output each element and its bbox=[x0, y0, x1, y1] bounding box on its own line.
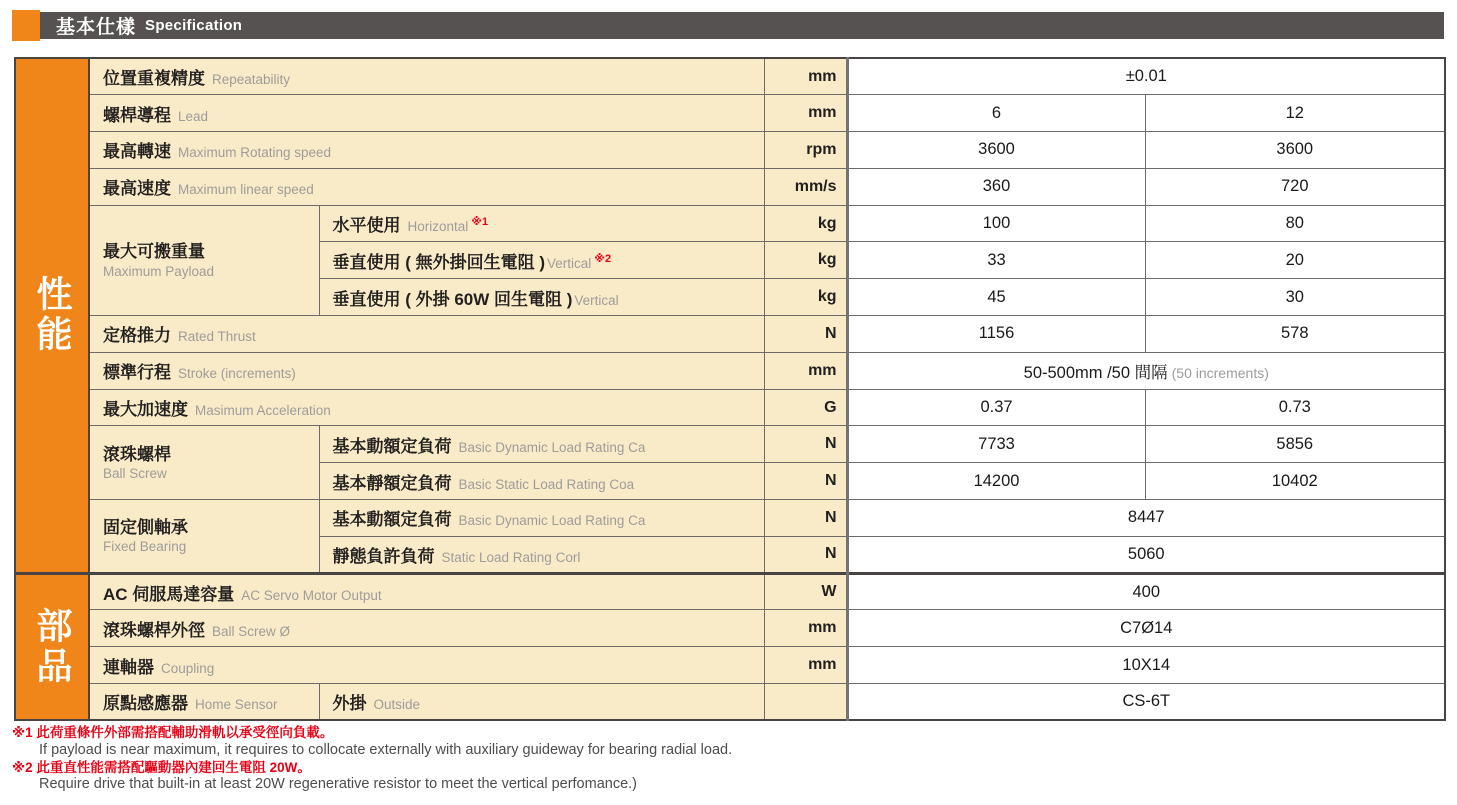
label-zh: 滾珠螺桿外徑 bbox=[103, 620, 205, 640]
unit-cell: kg bbox=[764, 242, 847, 279]
unit-cell: N bbox=[764, 500, 847, 537]
label-en: Vertical bbox=[547, 255, 592, 271]
value-cell-lead6: 6 bbox=[847, 95, 1145, 132]
label-en: Coupling bbox=[161, 660, 215, 676]
row-sublabel bbox=[319, 536, 764, 573]
row-label bbox=[89, 58, 764, 95]
label-zh: 連軸器 bbox=[103, 657, 154, 677]
table-row bbox=[15, 500, 1445, 537]
label-en: Maximum Payload bbox=[103, 263, 215, 279]
table-row bbox=[15, 352, 1445, 389]
label-zh: 外掛 bbox=[332, 694, 367, 714]
label-en: Fixed Bearing bbox=[103, 539, 187, 555]
value-cell: 100 bbox=[847, 205, 1145, 242]
label-zh: 螺桿導程 bbox=[103, 105, 171, 125]
footnote-2-zh: ※2 此重直性能需搭配驅動器內建回生電阻 20W。 bbox=[12, 759, 311, 775]
section-label-parts bbox=[15, 573, 89, 720]
row-label bbox=[89, 132, 764, 169]
spec-table bbox=[14, 57, 1446, 721]
value-cell: 3600 bbox=[1145, 132, 1445, 169]
performance-vertical-label: 性能 bbox=[32, 275, 73, 356]
value-cell: 10402 bbox=[1145, 463, 1445, 500]
value-cell: 45 bbox=[847, 279, 1145, 316]
label-en: Home Sensor bbox=[195, 697, 278, 713]
label-en: Vertical bbox=[574, 292, 619, 308]
unit-cell: kg bbox=[764, 279, 847, 316]
unit-cell: mm bbox=[764, 95, 847, 132]
label-en: Ball Screw bbox=[103, 465, 167, 481]
label-zh: 基本靜額定負荷 bbox=[332, 473, 452, 493]
ball-screw-group-label bbox=[89, 426, 319, 500]
row-sublabel-outside bbox=[319, 684, 764, 721]
value-cell-stroke bbox=[847, 352, 1445, 389]
unit-cell: mm bbox=[764, 647, 847, 684]
page-title-en: Specification bbox=[145, 17, 243, 34]
label-zh: 基本動額定負荷 bbox=[332, 510, 452, 530]
label-en: Horizontal bbox=[407, 219, 469, 235]
row-label bbox=[89, 168, 764, 205]
value-cell-lead12: 12 bbox=[1145, 95, 1445, 132]
unit-cell: kg bbox=[764, 205, 847, 242]
value-cell: ±0.01 bbox=[847, 58, 1445, 95]
unit-cell: G bbox=[764, 389, 847, 426]
value-cell: 3600 bbox=[847, 132, 1145, 169]
label-zh: 最高轉速 bbox=[103, 142, 171, 162]
row-label bbox=[89, 573, 764, 610]
value-cell: 30 bbox=[1145, 279, 1445, 316]
footnote-1-zh: ※1 此荷重條件外部需搭配輔助滑軌以承受徑向負載。 bbox=[12, 725, 334, 741]
table-row bbox=[15, 573, 1445, 610]
unit-cell: mm bbox=[764, 610, 847, 647]
unit-cell: W bbox=[764, 573, 847, 610]
label-zh: AC 伺服馬達容量 bbox=[103, 584, 235, 604]
header-bar bbox=[40, 12, 1444, 39]
row-sublabel bbox=[319, 279, 764, 316]
footnote-ref-2: ※2 bbox=[594, 252, 612, 265]
label-en: Maximum Rotating speed bbox=[178, 145, 332, 161]
label-en: Stroke (increments) bbox=[178, 366, 296, 382]
value-cell: 578 bbox=[1145, 316, 1445, 353]
label-en: Lead bbox=[178, 108, 209, 124]
value-cell: C7Ø14 bbox=[847, 610, 1445, 647]
footnote-ref-1: ※1 bbox=[471, 215, 489, 228]
unit-cell: mm bbox=[764, 58, 847, 95]
value-cell: 20 bbox=[1145, 242, 1445, 279]
value-cell: 360 bbox=[847, 168, 1145, 205]
row-sublabel bbox=[319, 242, 764, 279]
label-en: AC Servo Motor Output bbox=[241, 587, 382, 603]
label-zh: 滾珠螺桿 bbox=[103, 444, 171, 464]
label-en: Rated Thrust bbox=[178, 329, 256, 345]
table-row bbox=[15, 426, 1445, 463]
row-sublabel bbox=[319, 205, 764, 242]
unit-cell: N bbox=[764, 426, 847, 463]
row-sublabel bbox=[319, 463, 764, 500]
label-en: Repeatability bbox=[212, 72, 291, 88]
value-cell: 720 bbox=[1145, 168, 1445, 205]
value-cell: 8447 bbox=[847, 500, 1445, 537]
label-en: Outside bbox=[373, 697, 421, 713]
label-zh: 靜態負許負荷 bbox=[332, 546, 435, 566]
table-row bbox=[15, 168, 1445, 205]
value-cell: 5060 bbox=[847, 536, 1445, 573]
value-cell: 80 bbox=[1145, 205, 1445, 242]
row-label-home-sensor bbox=[89, 684, 319, 721]
value-cell: 7733 bbox=[847, 426, 1145, 463]
unit-cell: N bbox=[764, 316, 847, 353]
payload-group-label bbox=[89, 205, 319, 315]
row-label bbox=[89, 610, 764, 647]
label-zh: 垂直使用 ( 無外掛回生電阻 ) bbox=[332, 252, 545, 272]
table-row bbox=[15, 95, 1445, 132]
value-cell: 33 bbox=[847, 242, 1145, 279]
label-en: Static Load Rating Corl bbox=[441, 549, 581, 565]
unit-cell: N bbox=[764, 463, 847, 500]
stroke-value: 50-500mm /50 間隔 bbox=[1023, 363, 1168, 382]
spec-table-wrap bbox=[14, 57, 1444, 721]
page-title-zh: 基本仕樣 bbox=[56, 17, 137, 38]
label-en: Basic Dynamic Load Rating Ca bbox=[458, 439, 646, 455]
label-zh: 原點感應器 bbox=[103, 694, 188, 714]
unit-cell: mm bbox=[764, 352, 847, 389]
section-header bbox=[12, 10, 1444, 41]
value-cell: 400 bbox=[847, 573, 1445, 610]
row-label bbox=[89, 647, 764, 684]
label-zh: 固定側軸承 bbox=[103, 517, 188, 537]
label-zh: 水平使用 bbox=[332, 216, 401, 236]
table-row bbox=[15, 647, 1445, 684]
unit-cell-empty bbox=[764, 684, 847, 721]
value-cell: 0.37 bbox=[847, 389, 1145, 426]
value-cell: CS-6T bbox=[847, 684, 1445, 721]
label-zh: 位置重複精度 bbox=[103, 69, 205, 89]
row-label bbox=[89, 95, 764, 132]
label-zh: 最大可搬重量 bbox=[103, 242, 205, 262]
label-en: Ball Screw Ø bbox=[212, 623, 291, 639]
row-sublabel bbox=[319, 500, 764, 537]
table-row bbox=[15, 389, 1445, 426]
label-en: Basic Static Load Rating Coa bbox=[458, 476, 635, 492]
unit-cell: mm/s bbox=[764, 168, 847, 205]
stroke-note: (50 increments) bbox=[1171, 364, 1269, 381]
table-row bbox=[15, 684, 1445, 721]
label-zh: 基本動額定負荷 bbox=[332, 436, 452, 456]
label-zh: 垂直使用 ( 外掛 60W 回生電阻 ) bbox=[332, 289, 573, 309]
unit-cell: rpm bbox=[764, 132, 847, 169]
table-row bbox=[15, 132, 1445, 169]
label-zh: 最大加速度 bbox=[103, 400, 188, 420]
value-cell: 5856 bbox=[1145, 426, 1445, 463]
label-zh: 標準行程 bbox=[103, 363, 171, 383]
table-row bbox=[15, 316, 1445, 353]
footnote-1-en: If payload is near maximum, it requires to collocate externally with auxiliary guideway for bearing radial load. bbox=[39, 741, 733, 758]
value-cell: 1156 bbox=[847, 316, 1145, 353]
row-label bbox=[89, 389, 764, 426]
accent-square bbox=[12, 10, 40, 41]
section-label-performance bbox=[15, 58, 89, 573]
label-zh: 定格推力 bbox=[103, 326, 171, 346]
table-row bbox=[15, 58, 1445, 95]
row-label bbox=[89, 316, 764, 353]
row-label bbox=[89, 352, 764, 389]
footnotes bbox=[12, 725, 1457, 793]
label-zh: 最高速度 bbox=[103, 179, 171, 199]
label-en: Masimum Acceleration bbox=[195, 403, 331, 419]
row-sublabel bbox=[319, 426, 764, 463]
fixed-bearing-group-label bbox=[89, 500, 319, 574]
label-en: Basic Dynamic Load Rating Ca bbox=[458, 513, 646, 529]
value-cell: 10X14 bbox=[847, 647, 1445, 684]
label-en: Maximum linear speed bbox=[178, 182, 314, 198]
footnote-2-en: Require drive that built-in at least 20W regenerative resistor to meet the vertical perfomance.) bbox=[39, 775, 637, 792]
unit-cell: N bbox=[764, 536, 847, 573]
value-cell: 0.73 bbox=[1145, 389, 1445, 426]
value-cell: 14200 bbox=[847, 463, 1145, 500]
table-row bbox=[15, 610, 1445, 647]
parts-vertical-label: 部品 bbox=[32, 607, 73, 687]
table-row bbox=[15, 205, 1445, 242]
